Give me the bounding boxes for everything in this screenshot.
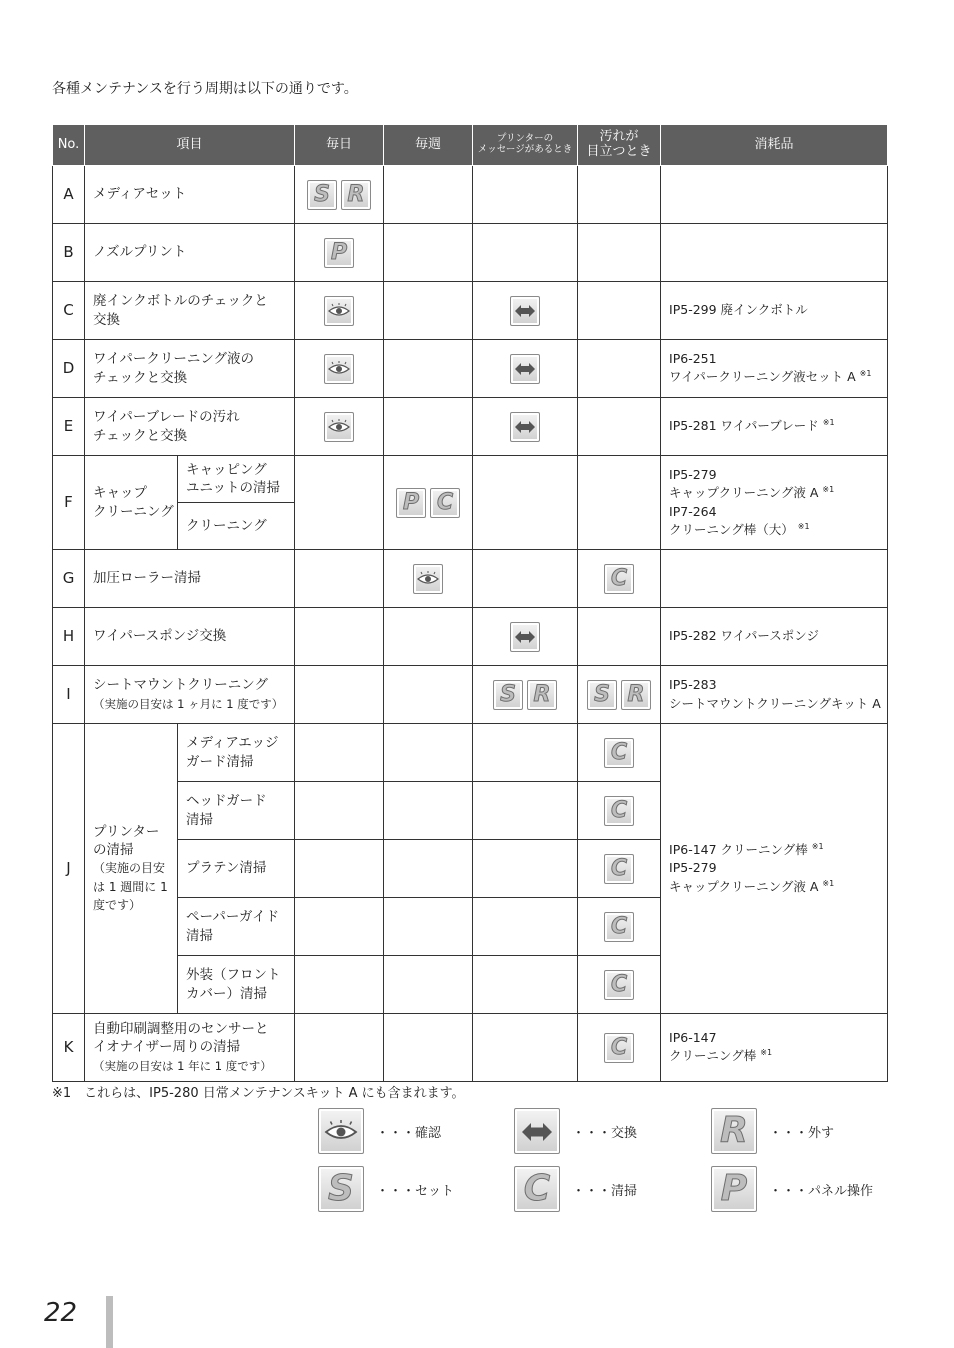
sub-item: ペーパーガイド 清掃 (178, 898, 295, 956)
legend-label: ・・・交換 (572, 1125, 638, 1141)
legend-remove (709, 1108, 834, 1154)
eye-icon (318, 1108, 364, 1154)
row-no: D (53, 340, 85, 398)
panel-icon: P (324, 238, 354, 268)
header-dirty: 汚れが 目立つとき (578, 125, 661, 166)
row-no: A (53, 166, 85, 224)
header-message: プリンターの メッセージがあるとき (473, 125, 578, 166)
panel-icon: P (711, 1166, 757, 1212)
remove-icon: R (527, 680, 557, 710)
sub-item: キャッピング ユニットの清掃 (178, 456, 295, 503)
exchange-icon (510, 412, 540, 442)
table-row (53, 724, 888, 782)
table-row (53, 224, 888, 282)
consumable-text: IP5-299 廃インクボトル (661, 282, 888, 340)
exchange-icon (510, 354, 540, 384)
table-row (53, 666, 888, 724)
panel-icon: P (396, 488, 426, 518)
clean-icon: C (604, 854, 634, 884)
clean-icon: C (604, 912, 634, 942)
row-item: ワイパークリーニング液の チェックと交換 (85, 340, 295, 398)
table-row (53, 550, 888, 608)
page-bar (106, 1296, 113, 1348)
header-daily: 毎日 (295, 125, 384, 166)
legend-panel (709, 1166, 873, 1212)
row-no: J (53, 724, 85, 1014)
remove-icon: R (621, 680, 651, 710)
consumable-text: IP6-251 ワイパークリーニング液セット A $^{※1}$ (661, 340, 888, 398)
daily-cell (295, 166, 384, 224)
header-no: No. (53, 125, 85, 166)
set-icon: S (318, 1166, 364, 1212)
eye-icon (413, 564, 443, 594)
row-item: ワイパーブレードの汚れ チェックと交換 (85, 398, 295, 456)
exchange-icon (510, 296, 540, 326)
row-no: H (53, 608, 85, 666)
eye-icon (324, 412, 354, 442)
legend-label: ・・・外す (769, 1125, 835, 1141)
header-weekly: 毎週 (384, 125, 473, 166)
table-row (53, 166, 888, 224)
legend-label: ・・・確認 (376, 1125, 442, 1141)
legend-check (316, 1108, 441, 1154)
consumable-text: IP5-281 ワイパーブレード $^{※1}$ (661, 398, 888, 456)
table-row (53, 456, 888, 503)
legend-label: ・・・パネル操作 (769, 1183, 874, 1199)
row-item: メディアセット (85, 166, 295, 224)
sub-item: ヘッドガード 清掃 (178, 782, 295, 840)
table-row (53, 282, 888, 340)
table-row (53, 608, 888, 666)
sub-item: プラテン清掃 (178, 840, 295, 898)
row-no: I (53, 666, 85, 724)
remove-icon: R (341, 180, 371, 210)
eye-icon (324, 296, 354, 326)
set-icon: S (493, 680, 523, 710)
intro-text: 各種メンテナンスを行う周期は以下の通りです。 (52, 81, 358, 97)
legend-clean (512, 1166, 637, 1212)
row-item: プリンター の清掃 （実施の目安 は 1 週間に 1 度です） (85, 724, 178, 1014)
row-no: G (53, 550, 85, 608)
consumable-text: IP5-283 シートマウントクリーニングキット A (661, 666, 888, 724)
eye-icon (324, 354, 354, 384)
remove-icon: R (711, 1108, 757, 1154)
clean-icon: C (604, 970, 634, 1000)
row-no: K (53, 1014, 85, 1082)
set-icon: S (307, 180, 337, 210)
legend-label: ・・・清掃 (572, 1183, 638, 1199)
row-item: 廃インクボトルのチェックと 交換 (85, 282, 295, 340)
legend-label: ・・・セット (376, 1183, 455, 1199)
clean-icon: C (604, 1033, 634, 1063)
legend-set (316, 1166, 454, 1212)
sub-item: メディアエッジ ガード清掃 (178, 724, 295, 782)
table-row (53, 340, 888, 398)
consumable-text: IP6-147 クリーニング棒 $^{※1}$ (661, 1014, 888, 1082)
row-item: キャップ クリーニング (85, 456, 178, 550)
maintenance-table (52, 124, 888, 1082)
exchange-icon (510, 622, 540, 652)
clean-icon: C (604, 796, 634, 826)
row-no: E (53, 398, 85, 456)
consumable-text: IP6-147 クリーニング棒 $^{※1}$ IP5-279 キャップクリーニング液 A $^{※1}$ (661, 724, 888, 1014)
row-item: ワイパースポンジ交換 (85, 608, 295, 666)
clean-icon: C (430, 488, 460, 518)
clean-icon: C (514, 1166, 560, 1212)
table-row (53, 398, 888, 456)
consumable-text: IP5-282 ワイパースポンジ (661, 608, 888, 666)
row-no: C (53, 282, 85, 340)
clean-icon: C (604, 564, 634, 594)
set-icon: S (587, 680, 617, 710)
header-item: 項目 (85, 125, 295, 166)
row-no: F (53, 456, 85, 550)
header-consumables: 消耗品 (661, 125, 888, 166)
row-item: 自動印刷調整用のセンサーと イオナイザー周りの清掃 （実施の目安は 1 年に 1 度です） (85, 1014, 295, 1082)
sub-item: クリーニング (178, 503, 295, 550)
legend-exchange (512, 1108, 637, 1154)
table-row (53, 1014, 888, 1082)
row-item: ノズルプリント (85, 224, 295, 282)
footnote: ※1 これらは、IP5-280 日常メンテナンスキット A にも含まれます。 (52, 1086, 465, 1101)
exchange-icon (514, 1108, 560, 1154)
consumable-text: IP5-279 キャップクリーニング液 A $^{※1}$ IP7-264 クリーニング棒（大） $^{※1}$ (661, 456, 888, 550)
table-header-row (53, 125, 888, 166)
page-number: 22 (44, 1298, 78, 1328)
row-no: B (53, 224, 85, 282)
row-item: 加圧ローラー清掃 (85, 550, 295, 608)
sub-item: 外装（フロント カバー）清掃 (178, 956, 295, 1014)
clean-icon: C (604, 738, 634, 768)
row-item: シートマウントクリーニング （実施の目安は 1 ヶ月に 1 度です） (85, 666, 295, 724)
